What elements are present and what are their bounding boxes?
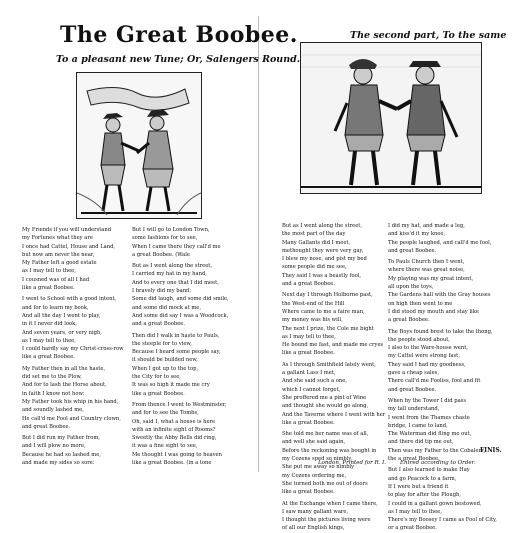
verse-line: did set me to the Plow, [22, 374, 82, 381]
verse-line: some people did me see, [282, 264, 347, 271]
verse-line: He bound me fast, and made me cryes [282, 342, 384, 349]
verse-line: She put me away so nimbly [282, 464, 355, 471]
verse-line: my Fortunes what they are [22, 235, 93, 242]
verse-line: methought they were very gay, [282, 247, 364, 254]
verse-line: as I may tell to thee, [22, 268, 76, 275]
verse-line: Sweetly the Abby Bells did ring, [132, 435, 217, 442]
verse-line: My playing was my great intent, [388, 275, 474, 282]
verse-line: I went from the Thames chaste [388, 414, 470, 421]
verse-line: When I got up to the top, [132, 365, 199, 372]
verse-line: They said I had my goodness, [388, 361, 466, 368]
verse-line: She proffered me a pint of Wine [282, 394, 367, 401]
verse-line: The Waterman did fling me out, [388, 431, 472, 438]
verse-line: There call'd me Fooliss, fool and fit [388, 378, 481, 385]
verse-line: My Father took his whip in his hand, [22, 398, 119, 405]
verse-line: a gallant Lass I met, [282, 370, 336, 377]
verse-line: the West-end of the Hill [282, 300, 345, 307]
verse-line: And she said such a one, [282, 378, 347, 385]
verse-line: my tall understand, [388, 406, 440, 413]
verse-line: But I will go to London Town, [132, 227, 210, 233]
verse-line: where there was great noise, [388, 267, 465, 274]
verse-line: and a great Boobee. [282, 281, 336, 288]
verse-line: I also to the Ware-house went, [388, 345, 468, 352]
verse-line: and great Boobee. [388, 247, 437, 254]
verse-line: I saw many gallant ware, [282, 508, 349, 515]
verse-line: I did stood my mouth and stay like [388, 308, 479, 315]
verse-line: My Father then in all the haste, [22, 365, 106, 372]
woodcut-handshake [300, 42, 482, 194]
licensing-note: Entred according to Order. [400, 460, 476, 466]
verse-column-2 [132, 226, 229, 467]
verse-line: and there did tip me out, [388, 439, 454, 446]
verse-column-3 [282, 222, 385, 533]
verse-line: and I will plow no more, [22, 443, 86, 450]
verse-line: And some did say I was a Woodcock, [132, 312, 229, 319]
verse-line: My Father left a good estate [22, 260, 97, 267]
verse-line: like a great Boobee. [22, 354, 75, 361]
verse-line: like a great Boobee. (in a tone [132, 460, 212, 467]
ballad-title: The Great Boobee. [60, 22, 298, 48]
verse-line: and well she said again, [282, 439, 346, 446]
verse-line: and go Peacock to a farm, [388, 475, 457, 482]
second-part-title: The second part, To the same [350, 30, 507, 41]
verse-line: like a great Boobee. [282, 489, 335, 496]
verse-line: and great Boobee. [22, 423, 71, 430]
verse-line: And all the day I went to play, [22, 312, 101, 319]
verse-line: my money was his will, [282, 317, 343, 324]
verse-line: and for to learn my book, [22, 304, 89, 311]
verse-line: If I were but a friend it [388, 483, 449, 490]
verse-line: on high then went to me [388, 300, 453, 307]
verse-line: I cousned was of all I had [22, 276, 90, 283]
verse-line: gave a cheap sales, [388, 370, 439, 377]
verse-line: They said I was a beastly fool, [282, 272, 362, 279]
verse-line: the City for to see, [132, 374, 181, 381]
verse-line: I thought the pictures living were [282, 517, 371, 524]
verse-line: Next day I through Holborne past, [282, 292, 373, 299]
verse-line: The next I prize, the Cole me bight [282, 325, 374, 332]
verse-line: She told me her name was of all, [282, 431, 369, 438]
verse-line: And the Taverne where I went with her [282, 411, 386, 418]
verse-line: it should be builded new, [132, 357, 198, 364]
verse-line: When by the Tower I did pass [388, 397, 466, 404]
verse-line: Oh, said I, what a house is here [132, 418, 216, 425]
verse-line: the steeple for to view, [132, 340, 192, 347]
verse-line: as I may tell to thee, [22, 337, 76, 344]
verse-line: I could hardly say my Christ-cross-row [22, 346, 124, 353]
verse-column-1 [22, 226, 124, 467]
verse-line: I once had Cattel, House and Land, [22, 243, 116, 250]
verse-line: She turned both me out of doors [282, 480, 368, 487]
verse-line: I could in a gallant gown bestowed, [388, 500, 482, 507]
verse-line: it was a fine sight to see, [132, 443, 198, 450]
verse-line: with an infinite sight of Rooms? [132, 426, 216, 433]
column-divider [258, 16, 259, 472]
verse-line: Me thought I was going to heaven [132, 451, 222, 458]
verse-line: in it I never did look, [22, 321, 77, 328]
verse-line: There's my Boosey I came as Fool of City, [388, 517, 497, 524]
verse-line: Because I heard some people say, [132, 349, 221, 356]
verse-line: The Boys found brest to take the thong, [388, 328, 493, 335]
verse-line: Some did laugh, and some did smile, [132, 296, 229, 303]
verse-line: like a great Boobee. [22, 285, 75, 292]
verse-line: But I did run my Father from, [22, 435, 100, 442]
verse-line: to play for after the Plough, [388, 492, 462, 499]
verse-line: Then did I walk in haste to Pauls, [132, 332, 220, 339]
verse-line: Then was my Father to the Cobalers, [388, 447, 486, 454]
verse-line: From thence I went to Westminster, [132, 401, 227, 408]
verse-line: The people laughed, and call'd me fool, [388, 239, 492, 246]
verse-line: the a great Boobee. [388, 456, 440, 463]
verse-line: and made my sides so sore: [22, 460, 95, 467]
verse-line: It was so high it made me cry [132, 382, 210, 389]
verse-line: or a great Boobee. [388, 525, 437, 532]
verse-line: As I through Smithfield lately went, [282, 361, 376, 368]
verse-line: Because he had so lashed me, [22, 451, 101, 458]
verse-line: I bravely did my band: [132, 288, 192, 295]
printer-colophon: London, Printed for R. I. [318, 460, 387, 466]
verse-line: which I cannot forget, [282, 386, 341, 393]
verse-line: But as I went along the street, [282, 223, 363, 229]
verse-line: Many Gallants did I meet, [282, 239, 351, 246]
verse-line: The Gardens hall with the Gray houses [388, 292, 491, 299]
verse-line: of all our English kings, [282, 525, 345, 532]
verse-line: bridge, I came to land, [388, 422, 448, 429]
verse-line: and some did mock at me, [132, 304, 201, 311]
verse-line: But I also learned to make Hay [388, 467, 470, 474]
verse-line: my Cozens sped so nimbly, [282, 456, 353, 463]
verse-column-4 [388, 222, 497, 533]
verse-line: He call'd me Fool and Country clown, [22, 415, 121, 422]
verse-line: the people stood about, [388, 336, 450, 343]
woodcut-two-figures [76, 72, 202, 219]
verse-line: as I may tell to thee, [388, 508, 442, 515]
verse-line: I did my hat, and made a leg, [388, 223, 465, 229]
verse-line: And to every one that I did meet, [132, 279, 219, 286]
verse-line: as I may tell to thee, [282, 333, 336, 340]
verse-line: a great Boobee. [388, 317, 430, 324]
verse-line: my Cozens ordering me, [282, 472, 347, 479]
verse-line: the most part of the day [282, 231, 346, 238]
verse-line: At the Exchange when I came there, [282, 500, 378, 507]
verse-line: My Friends if you will understand [22, 227, 112, 233]
verse-line: in faith I know not how: [22, 390, 85, 397]
verse-line: but now am never the near, [22, 251, 95, 258]
verse-line: and great Boobee. [388, 386, 437, 393]
verse-line: and soundly lashed me, [22, 407, 84, 414]
verse-line: To Pauls Church then I went, [388, 259, 465, 266]
verse-line: and kiss'd it my knee, [388, 231, 446, 238]
verse-line: like a great Boobee. [282, 419, 335, 426]
verse-line: When I came there they call'd me [132, 243, 221, 250]
verse-line: I carried my hat in my hand, [132, 271, 207, 278]
verse-line: Before the reckoning was bought in [282, 447, 377, 454]
verse-line: And for to lash the Horse about, [22, 382, 107, 389]
verse-line: like a great Boobee. [282, 350, 335, 357]
verse-line: And seven years, or very nigh, [22, 329, 102, 336]
finis-mark: FINIS. [480, 447, 502, 454]
verse-line: Where came to me a faire man, [282, 308, 365, 315]
tune-subtitle: To a pleasant new Tune; Or, Salengers Round. [56, 54, 301, 65]
verse-line: like a great Boobee. [132, 390, 185, 397]
verse-line: a great Boobee. (Wale [132, 251, 190, 258]
verse-line: I went to School with a good intent, [22, 296, 117, 303]
verse-line: my Cattel were strong fast, [388, 353, 460, 360]
verse-line: and for to see the Tombs, [132, 410, 199, 417]
verse-line: But as I went along the street, [132, 263, 213, 270]
verse-line: and a great Boobee. [132, 321, 186, 328]
verse-line: I blew my nose, and pist my bed [282, 256, 367, 263]
verse-line: some fashions for to see, [132, 235, 198, 242]
verse-line: all upon the toys, [388, 284, 434, 291]
verse-line: and thought she would go along, [282, 403, 369, 410]
